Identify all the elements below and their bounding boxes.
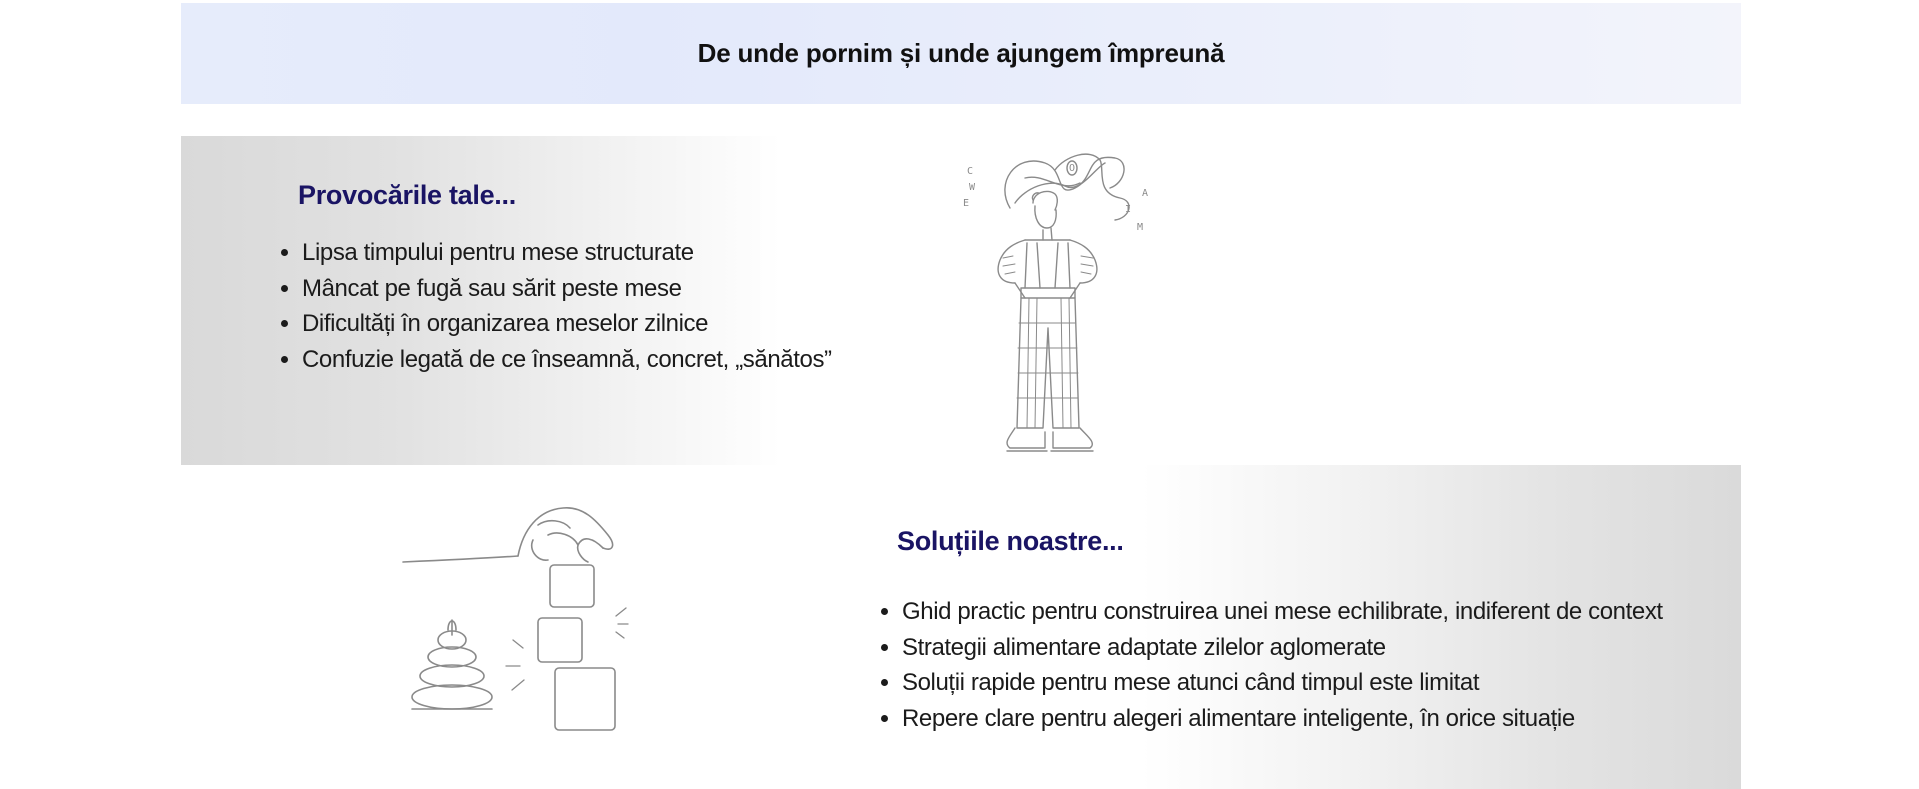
page-title: De unde pornim și unde ajungem împreună (697, 38, 1225, 68)
list-item: • Mâncat pe fugă sau sărit peste mese (302, 271, 832, 307)
list-item: • Lipsa timpului pentru mese structurate (302, 235, 832, 271)
challenges-title: Provocările tale... (298, 180, 516, 210)
letter-c: C (967, 166, 974, 177)
list-item: • Dificultăți în organizarea meselor zilnice (302, 306, 832, 342)
solutions-title: Soluțiile noastre... (897, 526, 1124, 556)
challenges-list (280, 235, 832, 377)
list-item: • Ghid practic pentru construirea unei mese echilibrate, indiferent de context (902, 594, 1663, 630)
letter-i: I (1125, 204, 1132, 215)
solutions-list (880, 594, 1663, 736)
letter-a: A (1142, 188, 1149, 199)
letter-w: W (969, 182, 976, 193)
stacking-blocks-illustration (388, 490, 633, 735)
page-header (181, 3, 1741, 104)
confused-person-illustration (955, 148, 1160, 458)
letter-m: M (1137, 222, 1144, 233)
list-item: • Strategii alimentare adaptate zilelor aglomerate (902, 630, 1663, 666)
list-item: • Repere clare pentru alegeri alimentare inteligente, în orice situație (902, 701, 1663, 737)
list-item: • Soluții rapide pentru mese atunci când timpul este limitat (902, 665, 1663, 701)
list-item: • Confuzie legată de ce înseamnă, concret, „sănătos” (302, 342, 832, 378)
letter-o: O (1069, 163, 1076, 174)
letter-e: E (963, 198, 970, 209)
